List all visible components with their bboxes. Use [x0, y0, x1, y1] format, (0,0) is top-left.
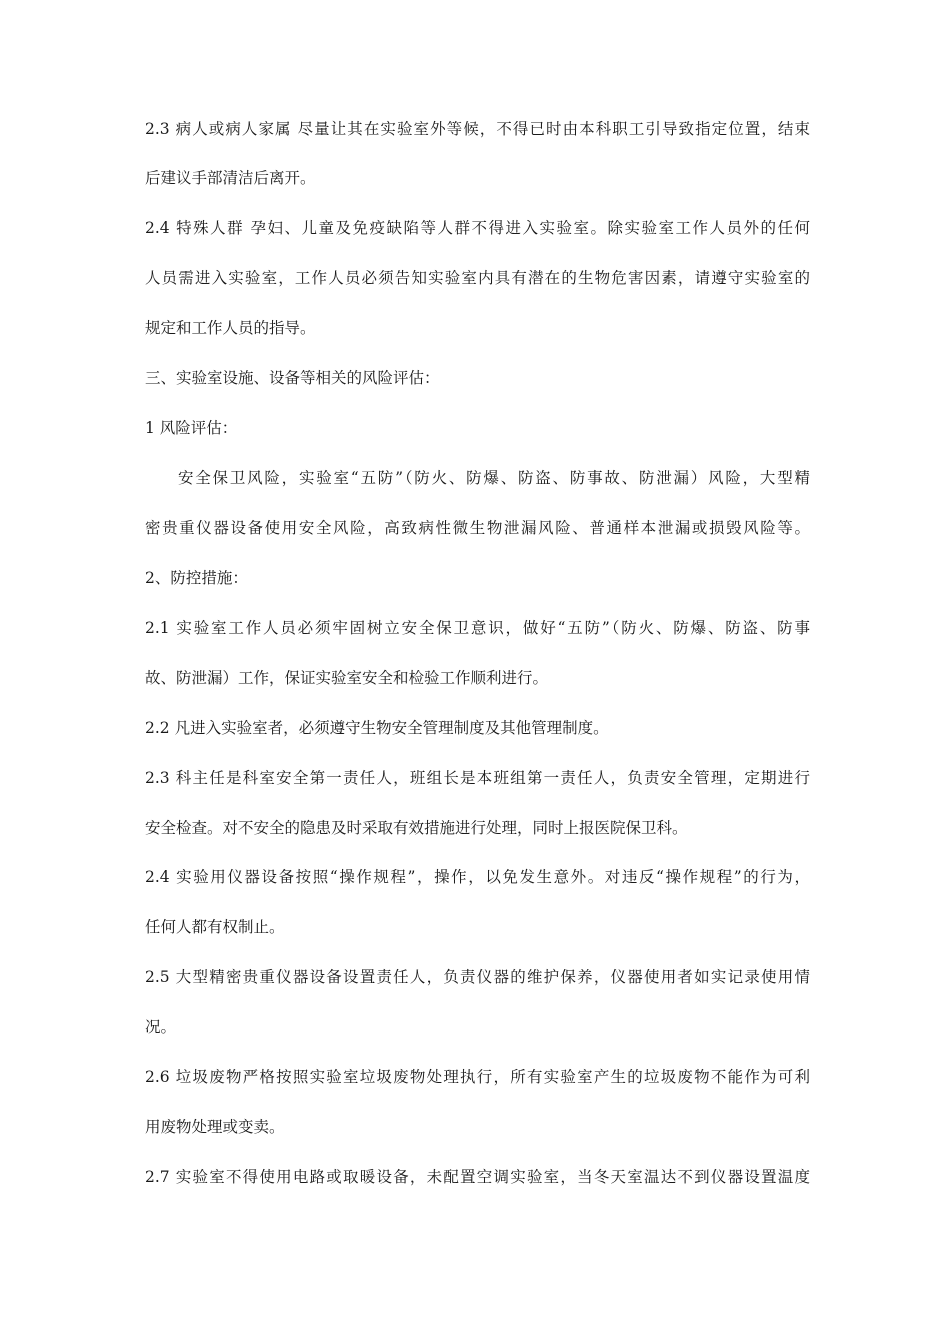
paragraph-line: 2.3 病人或病人家属 尽量让其在实验室外等候，不得已时由本科职工引导致指定位置，结束	[145, 120, 810, 138]
paragraph-line: 规定和工作人员的指导。	[145, 319, 316, 337]
paragraph-line: 2.1 实验室工作人员必须牢固树立安全保卫意识，做好“五防”（防火、防爆、防盗、防事	[145, 619, 810, 637]
paragraph-line: 2.4 特殊人群 孕妇、儿童及免疫缺陷等人群不得进入实验室。除实验室工作人员外的任何	[145, 219, 810, 237]
paragraph-line: 故、防泄漏）工作，保证实验室安全和检验工作顺利进行。	[145, 669, 549, 687]
paragraph-line: 安全保卫风险，实验室“五防”（防火、防爆、防盗、防事故、防泄漏）风险，大型精	[178, 469, 810, 487]
paragraph-line: 况。	[145, 1018, 177, 1036]
paragraph-line: 2.3 科主任是科室安全第一责任人，班组长是本班组第一责任人，负责安全管理，定期进行	[145, 769, 810, 787]
paragraph-line: 2.4 实验用仪器设备按照“操作规程”，操作，以免发生意外。对违反“操作规程”的行为，	[145, 868, 810, 886]
paragraph-line: 后建议手部清洁后离开。	[145, 169, 316, 187]
paragraph-line: 密贵重仪器设备使用安全风险，高致病性微生物泄漏风险、普通样本泄漏或损毁风险等。	[145, 519, 810, 537]
paragraph-line: 2.6 垃圾废物严格按照实验室垃圾废物处理执行，所有实验室产生的垃圾废物不能作为可利	[145, 1068, 810, 1086]
paragraph-line: 2.7 实验室不得使用电路或取暖设备，未配置空调实验室，当冬天室温达不到仪器设置温度	[145, 1168, 810, 1186]
paragraph-line: 2.2 凡进入实验室者，必须遵守生物安全管理制度及其他管理制度。	[145, 719, 609, 737]
section-heading: 三、实验室设施、设备等相关的风险评估：	[145, 369, 440, 387]
paragraph-line: 用废物处理或变卖。	[145, 1118, 285, 1136]
paragraph-line: 2.5 大型精密贵重仪器设备设置责任人，负责仪器的维护保养，仪器使用者如实记录使用情	[145, 968, 810, 986]
paragraph-line: 安全检查。对不安全的隐患及时采取有效措施进行处理，同时上报医院保卫科。	[145, 819, 688, 837]
paragraph-line: 人员需进入实验室，工作人员必须告知实验室内具有潜在的生物危害因素，请遵守实验室的	[145, 269, 810, 287]
subsection-heading: 2、防控措施：	[145, 569, 248, 587]
paragraph-line: 任何人都有权制止。	[145, 918, 285, 936]
subsection-heading: 1 风险评估：	[145, 419, 238, 437]
